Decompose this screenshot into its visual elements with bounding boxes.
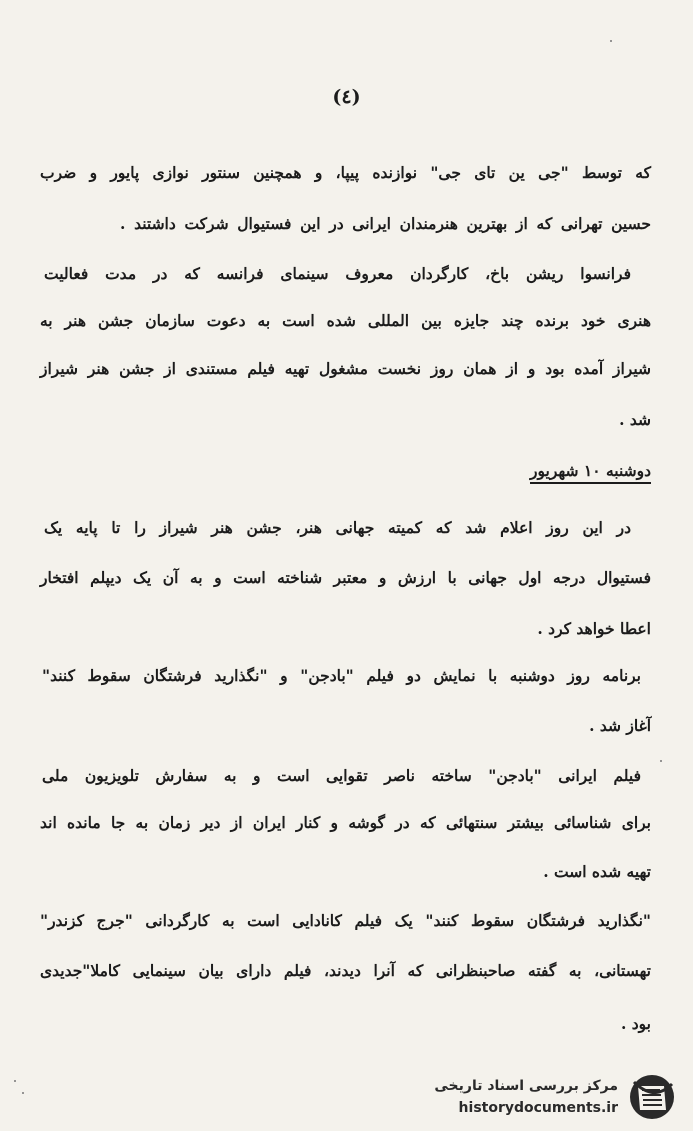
text-line: برای شناسائی بیشتر سنتهائی که در گوشه و کنار ایران از دیر زمان به جا مانده اند [40,813,651,832]
watermark-url: historydocuments.ir [458,1100,618,1116]
text-line: اعطا خواهد کرد . [537,619,651,638]
watermark [408,1070,688,1126]
section-heading: دوشنبه ۱۰ شهریور [530,461,651,484]
text-line: فیلم ایرانی "بادجن" ساخته ناصر تقوایی است و به سفارش تلویزیون ملی [42,766,641,785]
text-line: تهیه شده است . [543,862,651,881]
text-line: فستیوال درجه اول جهانی با ارزش و معتبر شناخته است و به آن یک دیپلم افتخار [40,568,651,587]
text-line: آغاز شد . [589,716,651,735]
text-line: شد . [619,410,651,429]
text-line: شیراز آمده بود و از همان روز نخست مشغول تهیه فیلم مستندی از جشن هنر شیراز [40,359,651,378]
archive-logo-icon [624,1072,680,1122]
text-line: "نگذارید فرشتگان سقوط کنند" یک فیلم کانادایی است به کارگردانی "جرج کزندر" [40,911,651,930]
watermark-name: مرکز بررسی اسناد تاریخی [434,1078,618,1094]
text-line: که توسط "جی ین تای جی" نوازنده پیپا، و همچنین سنتور نوازی پایور و ضرب [40,163,651,182]
text-line: بود . [620,1014,651,1033]
page-number: (٤) [332,86,361,108]
text-line: فرانسوا ریشن باخ، کارگردان معروف سینمای فرانسه که در مدت فعالیت [44,264,631,283]
text-line: حسین تهرانی که از بهترین هنرمندان ایرانی در این فستیوال شرکت داشتند . [120,214,651,233]
text-line: برنامه روز دوشنبه با نمایش دو فیلم "بادجن" و "نگذارید فرشتگان سقوط کنند" [42,666,641,685]
text-line: تهستانی، به گفته صاحبنظرانی که آنرا دیدند، فیلم دارای بیان سینمایی کاملا"جدیدی [40,961,651,980]
text-line: در این روز اعلام شد که کمیته جهانی هنر، جشن هنر شیراز را تا پایه یک [44,518,631,537]
text-line: هنری خود برنده چند جایزه بین المللی شده است به دعوت سازمان جشن هنر به [40,311,651,330]
